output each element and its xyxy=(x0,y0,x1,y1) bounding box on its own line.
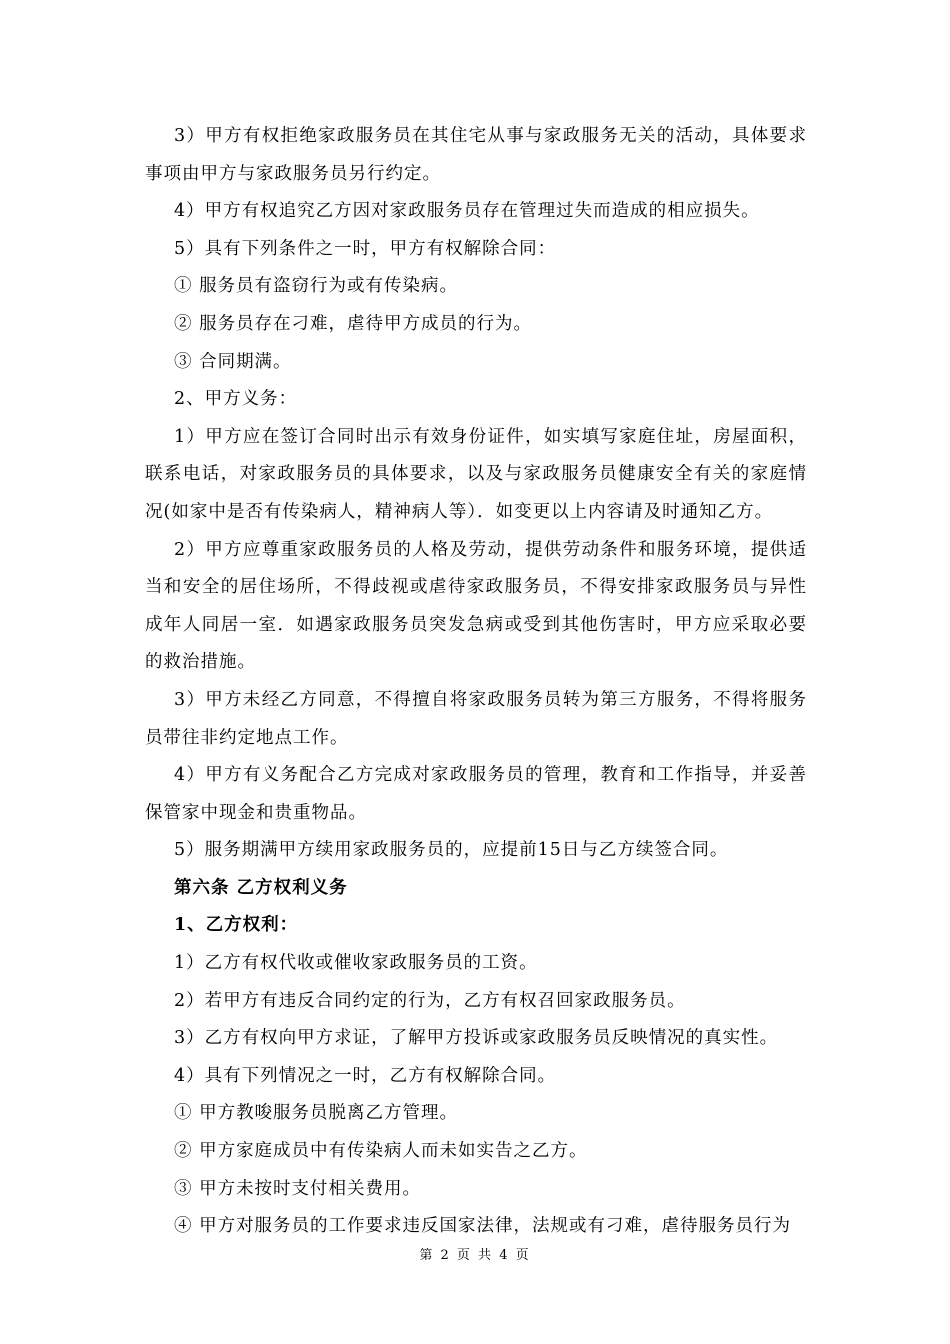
list-item: ② 服务员存在刁难，虐待甲方成员的行为。 xyxy=(174,313,533,334)
section-heading: 2、甲方义务： xyxy=(174,389,298,410)
page-number: 第 2 页 共 4 页 xyxy=(419,1248,531,1263)
list-item: ② 甲方家庭成员中有传染病人而未如实告之乙方。 xyxy=(174,1141,588,1162)
paragraph: 3）甲方未经乙方同意，不得擅自将家政服务员转为第三方服务，不得将服务员带往非约定地点工作。 xyxy=(145,689,807,748)
paragraph: 5）服务期满甲方续用家政服务员的，应提前15日与乙方续签合同。 xyxy=(174,840,729,861)
page-footer xyxy=(0,1244,950,1263)
list-item: ① 甲方教唆服务员脱离乙方管理。 xyxy=(174,1103,459,1124)
paragraph: 4）具有下列情况之一时，乙方有权解除合同。 xyxy=(174,1065,557,1086)
article-heading: 第六条 乙方权利义务 xyxy=(174,877,348,898)
paragraph: 1）甲方应在签订合同时出示有效身份证件，如实填写家庭住址，房屋面积，联系电话，对家政服务员的具体要求，以及与家政服务员健康安全有关的家庭情况(如家中是否有传染病人，精神病人等）．如变更以上内容请及时通知乙方。 xyxy=(145,426,807,522)
paragraph: 3）乙方有权向甲方求证，了解甲方投诉或家政服务员反映情况的真实性。 xyxy=(174,1028,779,1049)
paragraph: 2）若甲方有违反合同约定的行为，乙方有权召回家政服务员。 xyxy=(174,990,686,1011)
section-heading: 1、乙方权利： xyxy=(174,915,299,936)
document-body xyxy=(145,118,807,1246)
list-item: ③ 合同期满。 xyxy=(174,351,292,372)
paragraph: 3）甲方有权拒绝家政服务员在其住宅从事与家政服务无关的活动，具体要求事项由甲方与家政服务员另行约定。 xyxy=(145,126,807,184)
paragraph: 4）甲方有权追究乙方因对家政服务员存在管理过失而造成的相应损失。 xyxy=(174,201,760,222)
paragraph: 1）乙方有权代收或催收家政服务员的工资。 xyxy=(174,953,538,974)
paragraph: 2）甲方应尊重家政服务员的人格及劳动，提供劳动条件和服务环境，提供适当和安全的居住场所，不得歧视或虐待家政服务员，不得安排家政服务员与异性成年人同居一室．如遇家政服务员突发急病或受到其他伤害时，甲方应采取必要的救治措施。 xyxy=(145,539,807,673)
list-item: ① 服务员有盗窃行为或有传染病。 xyxy=(174,276,459,297)
paragraph: 5）具有下列条件之一时，甲方有权解除合同： xyxy=(174,238,557,259)
list-item: ③ 甲方未按时支付相关费用。 xyxy=(174,1178,422,1199)
paragraph: 4）甲方有义务配合乙方完成对家政服务员的管理，教育和工作指导，并妥善保管家中现金和贵重物品。 xyxy=(145,765,807,823)
list-item: ④ 甲方对服务员的工作要求违反国家法律，法规或有刁难，虐待服务员行为 xyxy=(174,1216,792,1237)
